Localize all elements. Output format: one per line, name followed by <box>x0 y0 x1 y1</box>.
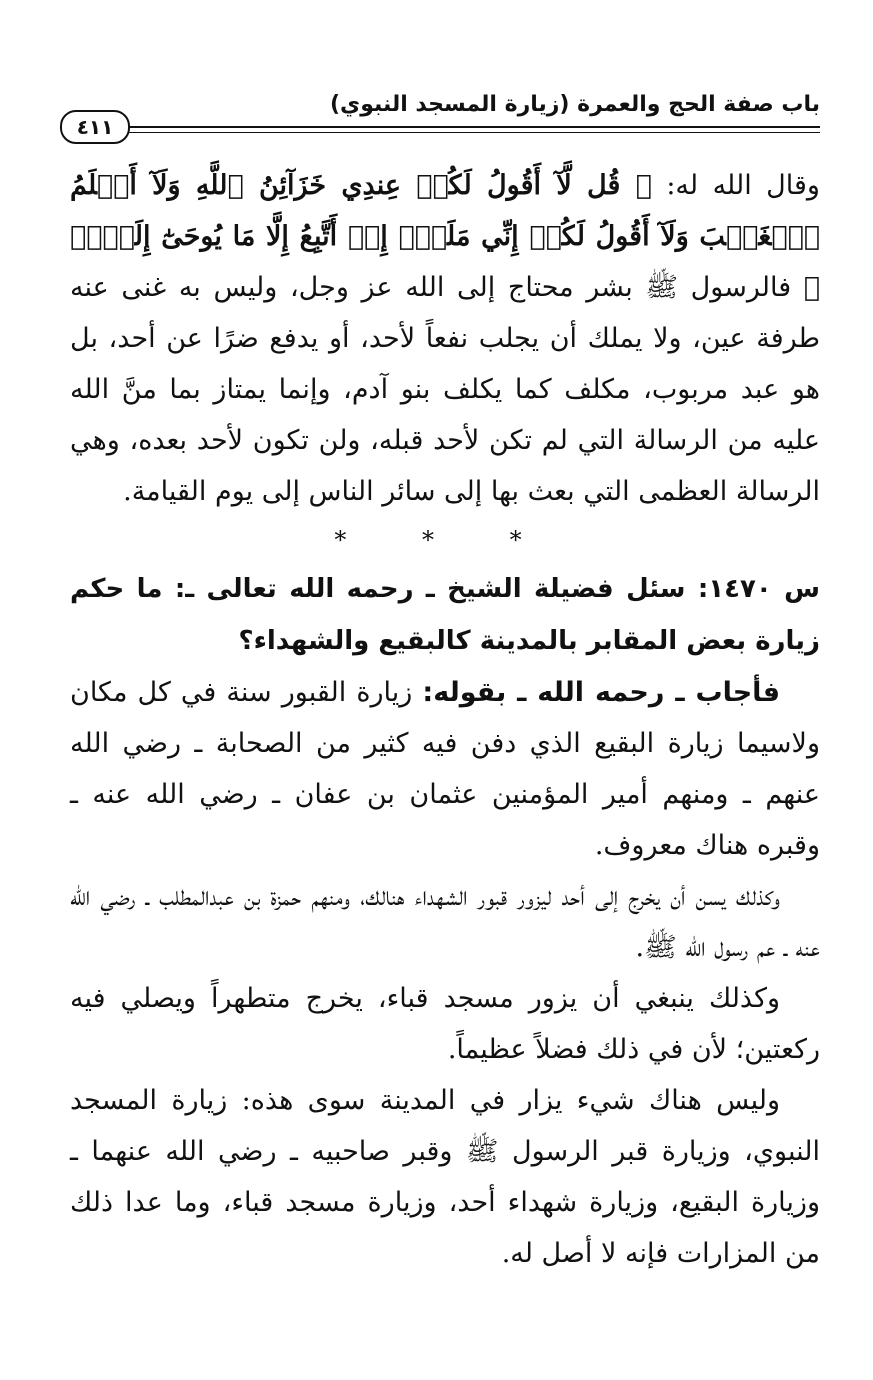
answer-lead: فأجاب ـ رحمه الله ـ بقوله: <box>422 677 780 708</box>
page-number: ٤١١ <box>60 110 130 144</box>
paragraph-quba: وكذلك ينبغي أن يزور مسجد قباء، يخرج متطهراً ويصلي فيه ركعتين؛ لأن في ذلك فضلاً عظيماً. <box>70 983 820 1065</box>
paragraph-lead: وقال الله له: <box>666 170 820 201</box>
paragraph-text: فالرسول ﷺ بشر محتاج إلى الله عز وجل، وليس به غنى عنه طرفة عين، ولا يملك أن يجلب نفعاً لأحد، أو يدفع ضرًا عن أحد، بل هو عبد مربوب، مكلف كما يكلف بنو آدم، وإنما يمتاز بما منَّ الله عليه من الرسالة التي لم تكن لأحد قبله، ولن تكون لأحد بعده، وهي الرسالة العظمى التي بعث بها إلى سائر الناس إلى يوم القيامة. <box>70 272 820 507</box>
question-text: س ١٤٧٠: سئل فضيلة الشيخ ـ رحمه الله تعالى ـ: ما حكم زيارة بعض المقابر بالمدينة كالبقيع والشهداء؟ <box>70 574 820 656</box>
answer-paragraph <box>70 667 820 871</box>
section-separator: * * * <box>334 526 556 554</box>
answer-text: زيارة القبور سنة في كل مكان ولاسيما زيارة البقيع الذي دفن فيه كثير من الصحابة ـ رضي الله عنهم ـ ومنهم أمير المؤمنين عثمان بن عفان ـ رضي الله عنه ـ وقبره هناك معروف. <box>70 677 820 861</box>
paragraph-uhud: وكذلك يسن أن يخرج إلى أحد ليزور قبور الشهداء هنالك، ومنهم حمزة بن عبدالمطلب ـ رضي الله عنه ـ عم رسول الله ﷺ. <box>70 881 820 963</box>
paragraph-quran <box>70 160 820 517</box>
page-content <box>70 160 820 1279</box>
chapter-title: باب صفة الحج والعمرة (زيارة المسجد النبوي) <box>329 92 820 117</box>
header-rule <box>120 126 820 133</box>
quran-verse: ﴿ قُل لَّآ أَقُولُ لَكُمۡ عِندِي خَزَآئِنُ ٱللَّهِ وَلَآ أَعۡلَمُ ٱلۡغَيۡبَ وَلَآ أَقُولُ لَكُمۡ إِنِّي مَلَكٌۖ إِنۡ أَتَّبِعُ إِلَّا مَا يُوحَىٰٓ إِلَيَّۚ ﴾ <box>70 170 820 303</box>
page-header <box>60 92 820 148</box>
paragraph-summary: وليس هناك شيء يزار في المدينة سوى هذه: زيارة المسجد النبوي، وزيارة قبر الرسول ﷺ وقبر صاحبيه ـ رضي الله عنهما ـ وزيارة البقيع، وزيارة شهداء أحد، وزيارة مسجد قباء، وما عدا ذلك من المزارات فإنه لا أصل له. <box>70 1085 820 1269</box>
